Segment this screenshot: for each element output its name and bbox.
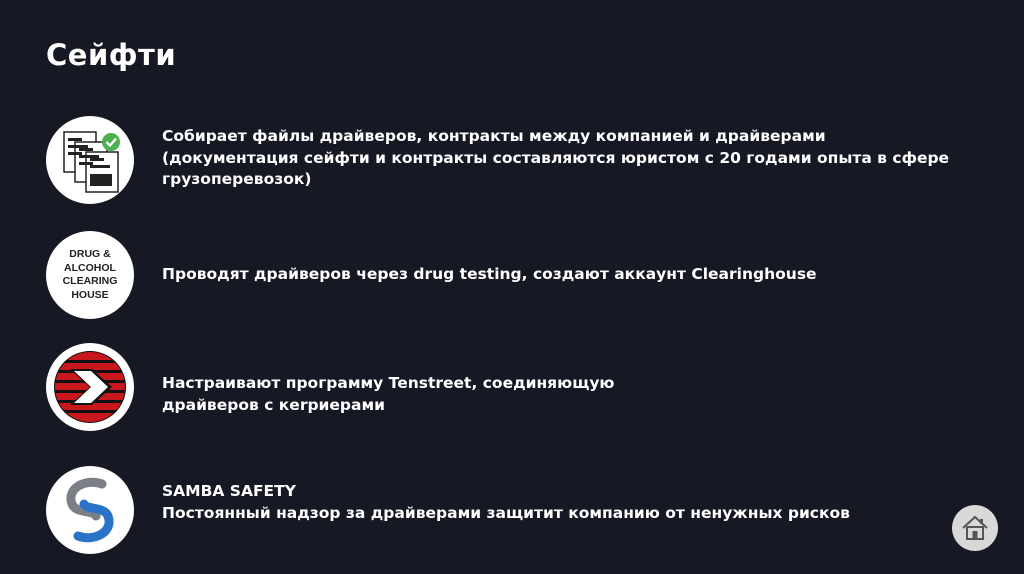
text-line: грузоперевозок) <box>162 170 312 188</box>
item-description <box>162 481 850 524</box>
text-line: Собирает файлы драйверов, контракты между компанией и драйверами <box>162 127 826 145</box>
item-description <box>162 126 949 191</box>
documents-check-icon <box>46 116 134 204</box>
text-line: Проводят драйверов через drug testing, создают аккаунт Clearinghouse <box>162 265 817 283</box>
item-documents <box>46 116 986 206</box>
text-line: Настраивают программу Tenstreet, соединяющую <box>162 374 615 392</box>
text-line: (документация сейфти и контракты составляются юристом с 20 годами опыта в сфере <box>162 148 950 167</box>
text-line: SAMBA SAFETY <box>162 482 296 500</box>
tenstreet-logo-icon <box>46 343 134 431</box>
item-tenstreet <box>46 343 986 433</box>
logo-text: HOUSE <box>71 288 109 301</box>
samba-safety-logo-icon <box>46 466 134 554</box>
item-description <box>162 264 817 286</box>
home-button[interactable] <box>952 505 998 551</box>
drug-alcohol-clearinghouse-logo <box>46 231 134 319</box>
item-description <box>162 373 615 416</box>
logo-text: ALCOHOL <box>64 261 116 274</box>
page-title: Сейфти <box>46 38 177 72</box>
home-icon <box>960 513 990 543</box>
item-samba-safety <box>46 466 986 556</box>
text-line: Постоянный надзор за драйверами защитит компанию от ненужных рисков <box>162 503 850 522</box>
logo-text: DRUG & <box>69 248 111 260</box>
logo-text: CLEARING <box>62 275 118 287</box>
text-line: драйверов с кerриерами <box>162 395 386 414</box>
item-drug-testing <box>46 231 986 321</box>
